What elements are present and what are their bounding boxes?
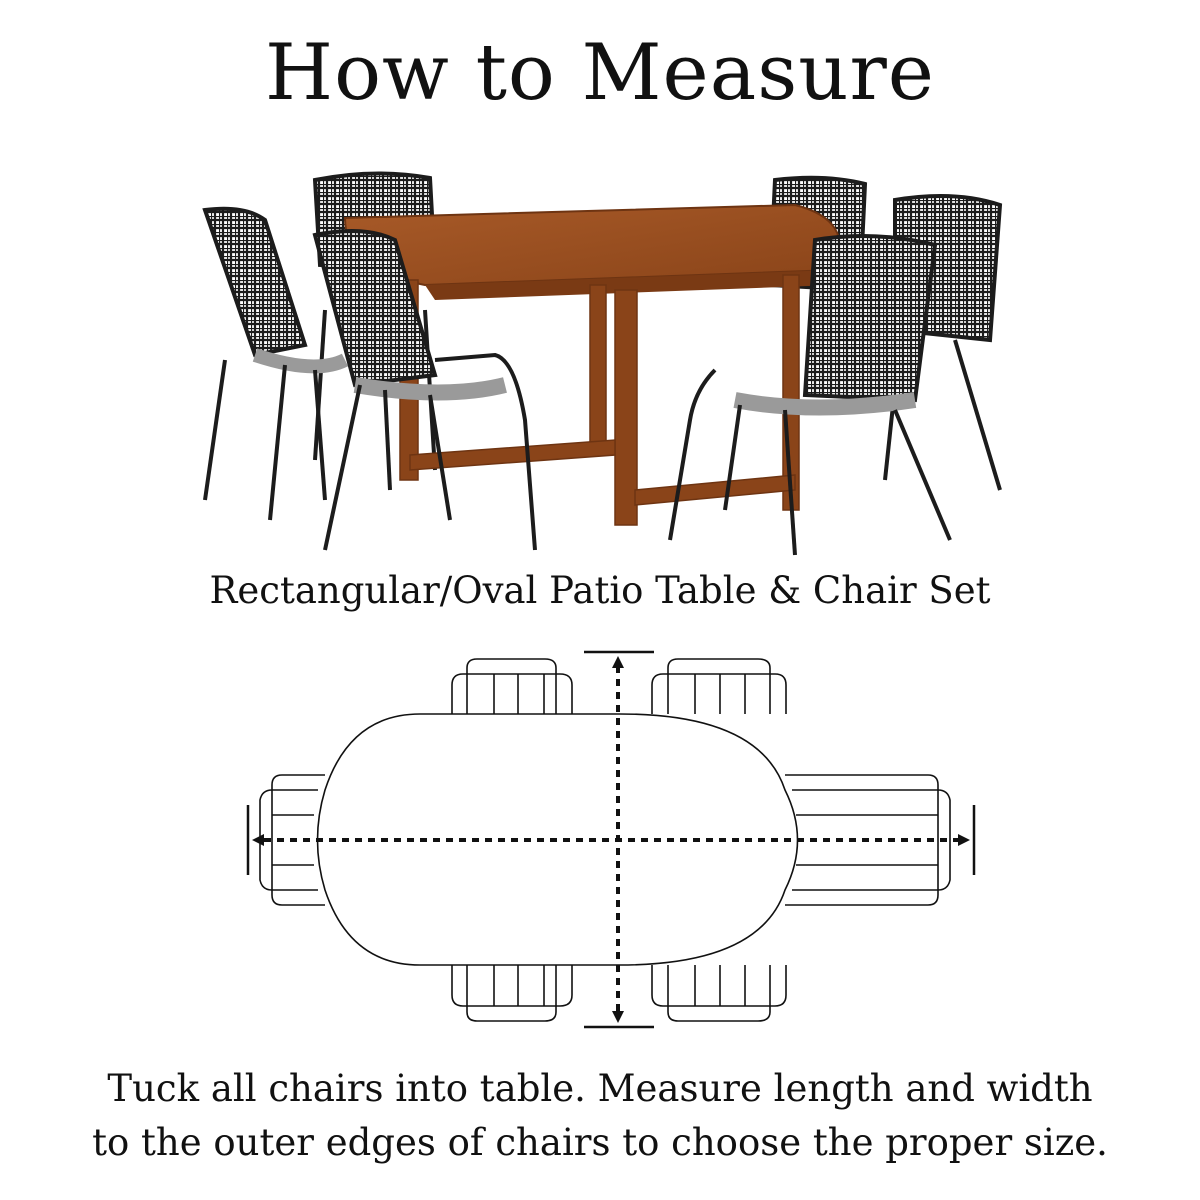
- page-title: How to Measure: [265, 28, 935, 118]
- chair-bottom-right: [652, 965, 786, 1021]
- arrow-right-icon: [958, 834, 970, 846]
- arrow-up-icon: [612, 656, 624, 668]
- instructions-line-1: Tuck all chairs into table. Measure length and width: [107, 1067, 1093, 1110]
- arrow-down-icon: [612, 1011, 624, 1023]
- chair-top-right: [652, 659, 786, 714]
- instructions: [0, 1062, 1200, 1170]
- instructions-line-2: to the outer edges of chairs to choose the proper size.: [92, 1121, 1108, 1164]
- arrow-left-icon: [252, 834, 264, 846]
- product-photo: [195, 160, 1015, 560]
- measurement-diagram: [230, 640, 990, 1040]
- chair-top-left: [452, 659, 572, 714]
- subtitle: Rectangular/Oval Patio Table & Chair Set: [209, 569, 991, 612]
- chair-bottom-left: [452, 965, 572, 1021]
